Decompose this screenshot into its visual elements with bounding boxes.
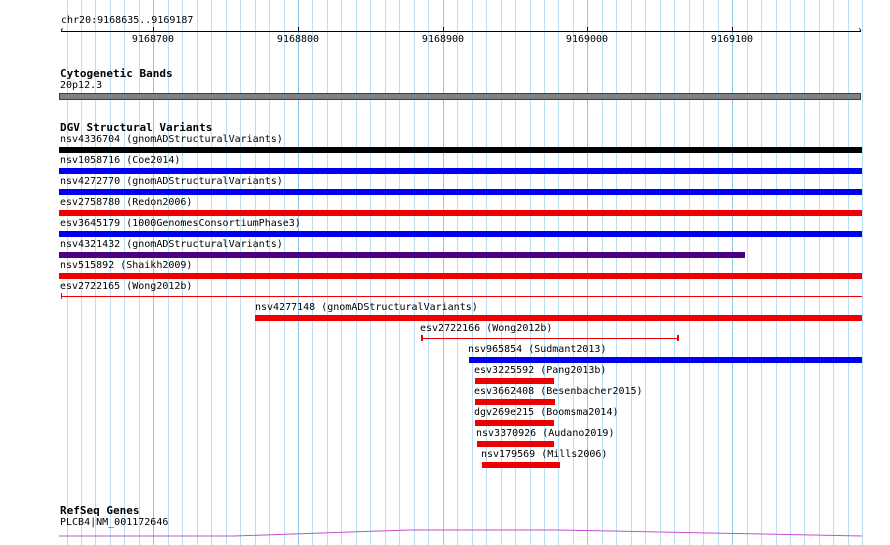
ruler-tick-label: 9168900 <box>421 34 465 45</box>
dgv-feature-bar[interactable] <box>475 399 555 405</box>
refseq-gene-intron[interactable] <box>59 526 862 538</box>
ruler-tick-label: 9169100 <box>710 34 754 45</box>
dgv-feature-bar[interactable] <box>477 441 554 447</box>
dgv-feature-label: dgv269e215 (Boomsma2014) <box>474 407 619 418</box>
cyto-band[interactable] <box>59 93 861 100</box>
dgv-feature-label: esv2722165 (Wong2012b) <box>60 281 193 292</box>
ruler-tick-label: 9168800 <box>276 34 320 45</box>
ruler-tick <box>153 27 154 32</box>
dgv-feature-bar[interactable] <box>475 420 554 426</box>
dgv-feature-bar[interactable] <box>255 315 862 321</box>
dgv-feature-label: nsv515892 (Shaikh2009) <box>60 260 193 271</box>
dgv-feature-bar[interactable] <box>59 189 862 195</box>
dgv-feature-bar[interactable] <box>59 273 862 279</box>
dgv-feature-bar[interactable] <box>482 462 560 468</box>
dgv-feature-bar[interactable] <box>469 357 862 363</box>
dgv-feature-bar[interactable] <box>61 296 862 297</box>
dgv-feature-label: nsv179569 (Mills2006) <box>481 449 608 460</box>
dgv-feature-label: esv3645179 (1000GenomesConsortiumPhase3) <box>60 218 301 229</box>
dgv-feature-bar[interactable] <box>59 168 862 174</box>
dgv-feature-endcap <box>421 335 423 341</box>
ruler-tick-label: 9168700 <box>131 34 175 45</box>
ruler-tick <box>298 27 299 32</box>
dgv-feature-label: nsv4272770 (gnomADStructuralVariants) <box>60 176 283 187</box>
ruler-tick <box>732 27 733 32</box>
cyto-band-label: 20p12.3 <box>60 80 103 91</box>
cyto-track-title: Cytogenetic Bands <box>60 67 173 80</box>
refseq-track-title: RefSeq Genes <box>60 504 140 517</box>
grid-line <box>862 0 863 545</box>
dgv-feature-bar[interactable] <box>59 252 745 258</box>
dgv-feature-label: esv3225592 (Pang2013b) <box>474 365 607 376</box>
ruler-left-arrow-icon: ‹ <box>59 25 66 36</box>
dgv-feature-label: nsv4336704 (gnomADStructuralVariants) <box>60 134 283 145</box>
dgv-feature-bar[interactable] <box>421 338 679 339</box>
dgv-feature-label: nsv965854 (Sudmant2013) <box>468 344 607 355</box>
dgv-feature-label: esv2722166 (Wong2012b) <box>420 323 553 334</box>
dgv-feature-bar[interactable] <box>59 210 862 216</box>
dgv-feature-endcap <box>677 335 679 341</box>
dgv-feature-bar[interactable] <box>59 147 862 153</box>
ruler-axis <box>61 31 861 32</box>
dgv-feature-label: esv2758780 (Redon2006) <box>60 197 193 208</box>
dgv-feature-label: nsv3370926 (Audano2019) <box>476 428 615 439</box>
dgv-feature-bar[interactable] <box>59 231 862 237</box>
dgv-feature-bar[interactable] <box>475 378 554 384</box>
ruler-tick <box>587 27 588 32</box>
ruler-tick-label: 9169000 <box>565 34 609 45</box>
ruler-location-label: chr20:9168635..9169187 <box>61 15 194 26</box>
dgv-feature-label: nsv1058716 (Coe2014) <box>60 155 181 166</box>
dgv-feature-label: nsv4277148 (gnomADStructuralVariants) <box>255 302 478 313</box>
refseq-gene-label: PLCB4|NM_001172646 <box>60 517 169 528</box>
dgv-track-title: DGV Structural Variants <box>60 121 213 134</box>
ruler-right-arrow-icon: › <box>857 25 864 36</box>
dgv-feature-label: nsv4321432 (gnomADStructuralVariants) <box>60 239 283 250</box>
ruler-tick <box>443 27 444 32</box>
dgv-feature-label: esv3662408 (Besenbacher2015) <box>474 386 643 397</box>
dgv-feature-endcap <box>61 293 62 299</box>
